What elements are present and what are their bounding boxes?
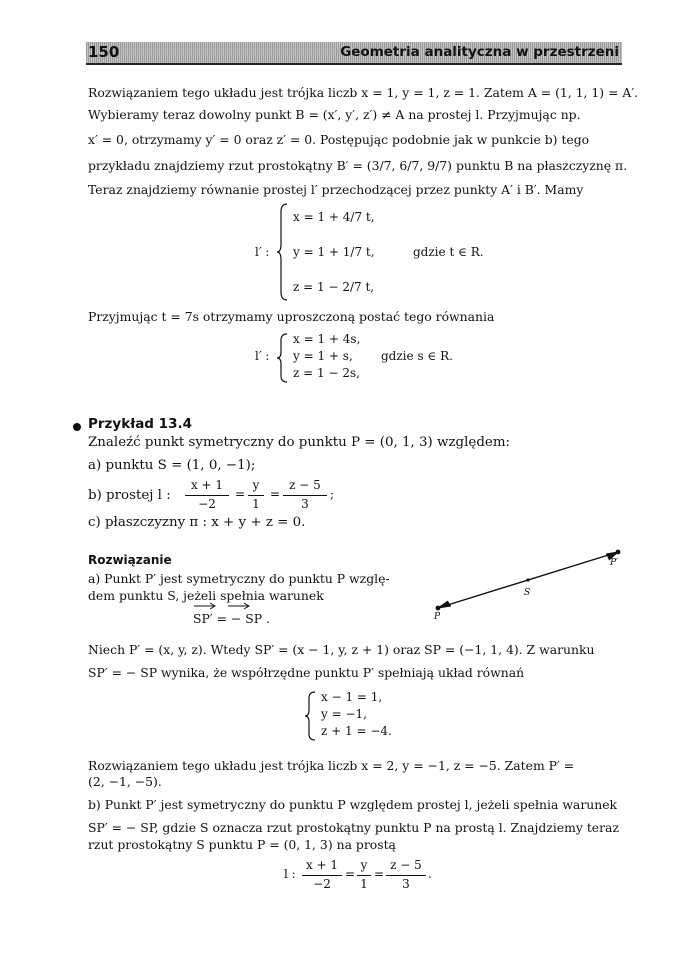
vector-arrows xyxy=(192,601,252,611)
text-line: Przyjmując t = 7s otrzymamy uproszczoną postać tego równania xyxy=(88,309,495,324)
fraction-bar xyxy=(302,875,342,876)
example-item-b xyxy=(88,478,388,514)
header-rule xyxy=(86,63,622,65)
fraction-denominator: 1 xyxy=(252,497,260,511)
text-line: SP′ = − SP, gdzie S oznacza rzut prostokątny punktu P na prostą l. Znajdziemy teraz xyxy=(88,820,619,835)
equation: z = 1 − 2s, xyxy=(293,366,360,380)
equation: y = 1 + s, xyxy=(293,349,353,363)
text-line: Wybieramy teraz dowolny punkt B = (x′, y′, z′) ≠ A na prostej l. Przyjmując np. xyxy=(88,107,581,122)
example-item-a: a) punktu S = (1, 0, −1); xyxy=(88,458,256,473)
left-brace xyxy=(305,690,317,742)
page-header xyxy=(86,42,622,63)
text-line: Teraz znajdziemy równanie prostej l′ przechodzącej przez punkty A′ i B′. Mamy xyxy=(88,182,584,197)
text-line: x′ = 0, otrzymamy y′ = 0 oraz z′ = 0. Postępując podobnie jak w punkcie b) tego xyxy=(88,132,590,147)
text-line: SP′ = − SP wynika, że współrzędne punktu P′ spełniają układ równań xyxy=(88,665,525,680)
fraction-denominator: 3 xyxy=(402,877,410,891)
symmetry-figure xyxy=(430,546,630,626)
label-p-prime: P′ xyxy=(610,558,619,568)
text-line: Rozwiązaniem tego układu jest trójka liczb x = 2, y = −1, z = −5. Zatem P′ = xyxy=(88,758,575,773)
equation: z + 1 = −4. xyxy=(321,724,392,738)
example-bullet xyxy=(73,423,81,431)
text-line: (2, −1, −5). xyxy=(88,774,162,789)
line-lhs: l : xyxy=(284,867,296,881)
example-item-c: c) płaszczyzny π : x + y + z = 0. xyxy=(88,515,306,530)
label-p: P xyxy=(434,612,441,622)
running-title: Geometria analityczna w przestrzeni xyxy=(340,44,619,60)
punctuation: ; xyxy=(330,487,335,501)
line-equation xyxy=(284,858,444,894)
text-line: Rozwiązaniem tego układu jest trójka liczb x = 1, y = 1, z = 1. Zatem A = (1, 1, 1) = A′. xyxy=(88,85,639,100)
equation-system-3 xyxy=(305,688,425,744)
fraction-numerator: x + 1 xyxy=(190,478,224,492)
equals-sign: = xyxy=(345,867,356,881)
fraction-bar xyxy=(185,495,229,496)
fraction-denominator: −2 xyxy=(313,877,331,891)
fraction-bar xyxy=(357,875,371,876)
equals-sign: = xyxy=(270,487,281,501)
condition: gdzie t ∈ R. xyxy=(413,245,484,259)
segment-diagram xyxy=(430,546,630,626)
fraction-numerator: y xyxy=(360,858,368,872)
solution-title: Rozwiązanie xyxy=(88,553,172,567)
fraction-denominator: 3 xyxy=(301,497,309,511)
condition: gdzie s ∈ R. xyxy=(381,349,453,363)
text-line: a) Punkt P′ jest symetryczny do punktu P wzglę- xyxy=(88,571,390,586)
text-line: rzut prostokątny S punktu P = (0, 1, 3) na prostą xyxy=(88,837,396,852)
left-brace xyxy=(277,332,289,384)
text-line: b) Punkt P′ jest symetryczny do punktu P względem prostej l, jeżeli spełnia warunek xyxy=(88,797,618,812)
fraction-bar xyxy=(386,875,426,876)
equation: y = −1, xyxy=(321,707,367,721)
left-brace xyxy=(277,202,289,302)
equation: x − 1 = 1, xyxy=(321,690,383,704)
equation: z = 1 − 2/7 t, xyxy=(293,280,375,294)
equals-sign: = xyxy=(374,867,385,881)
system-lhs: l′ : xyxy=(255,245,270,259)
equation: x = 1 + 4s, xyxy=(293,332,361,346)
text-line: przykładu znajdziemy rzut prostokątny B′ = (3/7, 6/7, 9/7) punktu B na płaszczyznę π. xyxy=(88,158,628,173)
fraction-numerator: y xyxy=(252,478,260,492)
fraction-denominator: −2 xyxy=(198,497,216,511)
fraction-bar xyxy=(283,495,327,496)
system-lhs: l′ : xyxy=(255,349,270,363)
equation-system-1 xyxy=(255,200,515,308)
fraction-numerator: x + 1 xyxy=(305,858,339,872)
fraction-denominator: 1 xyxy=(360,877,368,891)
vector-formula: SP′ = − SP . xyxy=(193,611,270,626)
equals-sign: = xyxy=(235,487,246,501)
item-b-prefix: b) prostej l : xyxy=(88,488,171,503)
text-line: dem punktu S, jeżeli spełnia warunek xyxy=(88,588,324,603)
equation: y = 1 + 1/7 t, xyxy=(293,245,375,259)
fraction-numerator: z − 5 xyxy=(390,858,422,872)
equation-system-2 xyxy=(255,330,515,386)
page-number: 150 xyxy=(88,43,120,61)
equation: x = 1 + 4/7 t, xyxy=(293,210,375,224)
example-task: Znaleźć punkt symetryczny do punktu P = (0, 1, 3) względem: xyxy=(88,435,511,450)
punctuation: . xyxy=(428,867,432,881)
fraction-bar xyxy=(248,495,264,496)
fraction-numerator: z − 5 xyxy=(289,478,321,492)
text-line: Niech P′ = (x, y, z). Wtedy SP′ = (x − 1, y, z + 1) oraz SP = (−1, 1, 4). Z warunku xyxy=(88,642,595,657)
label-s: S xyxy=(524,588,531,598)
example-title: Przykład 13.4 xyxy=(88,416,192,432)
